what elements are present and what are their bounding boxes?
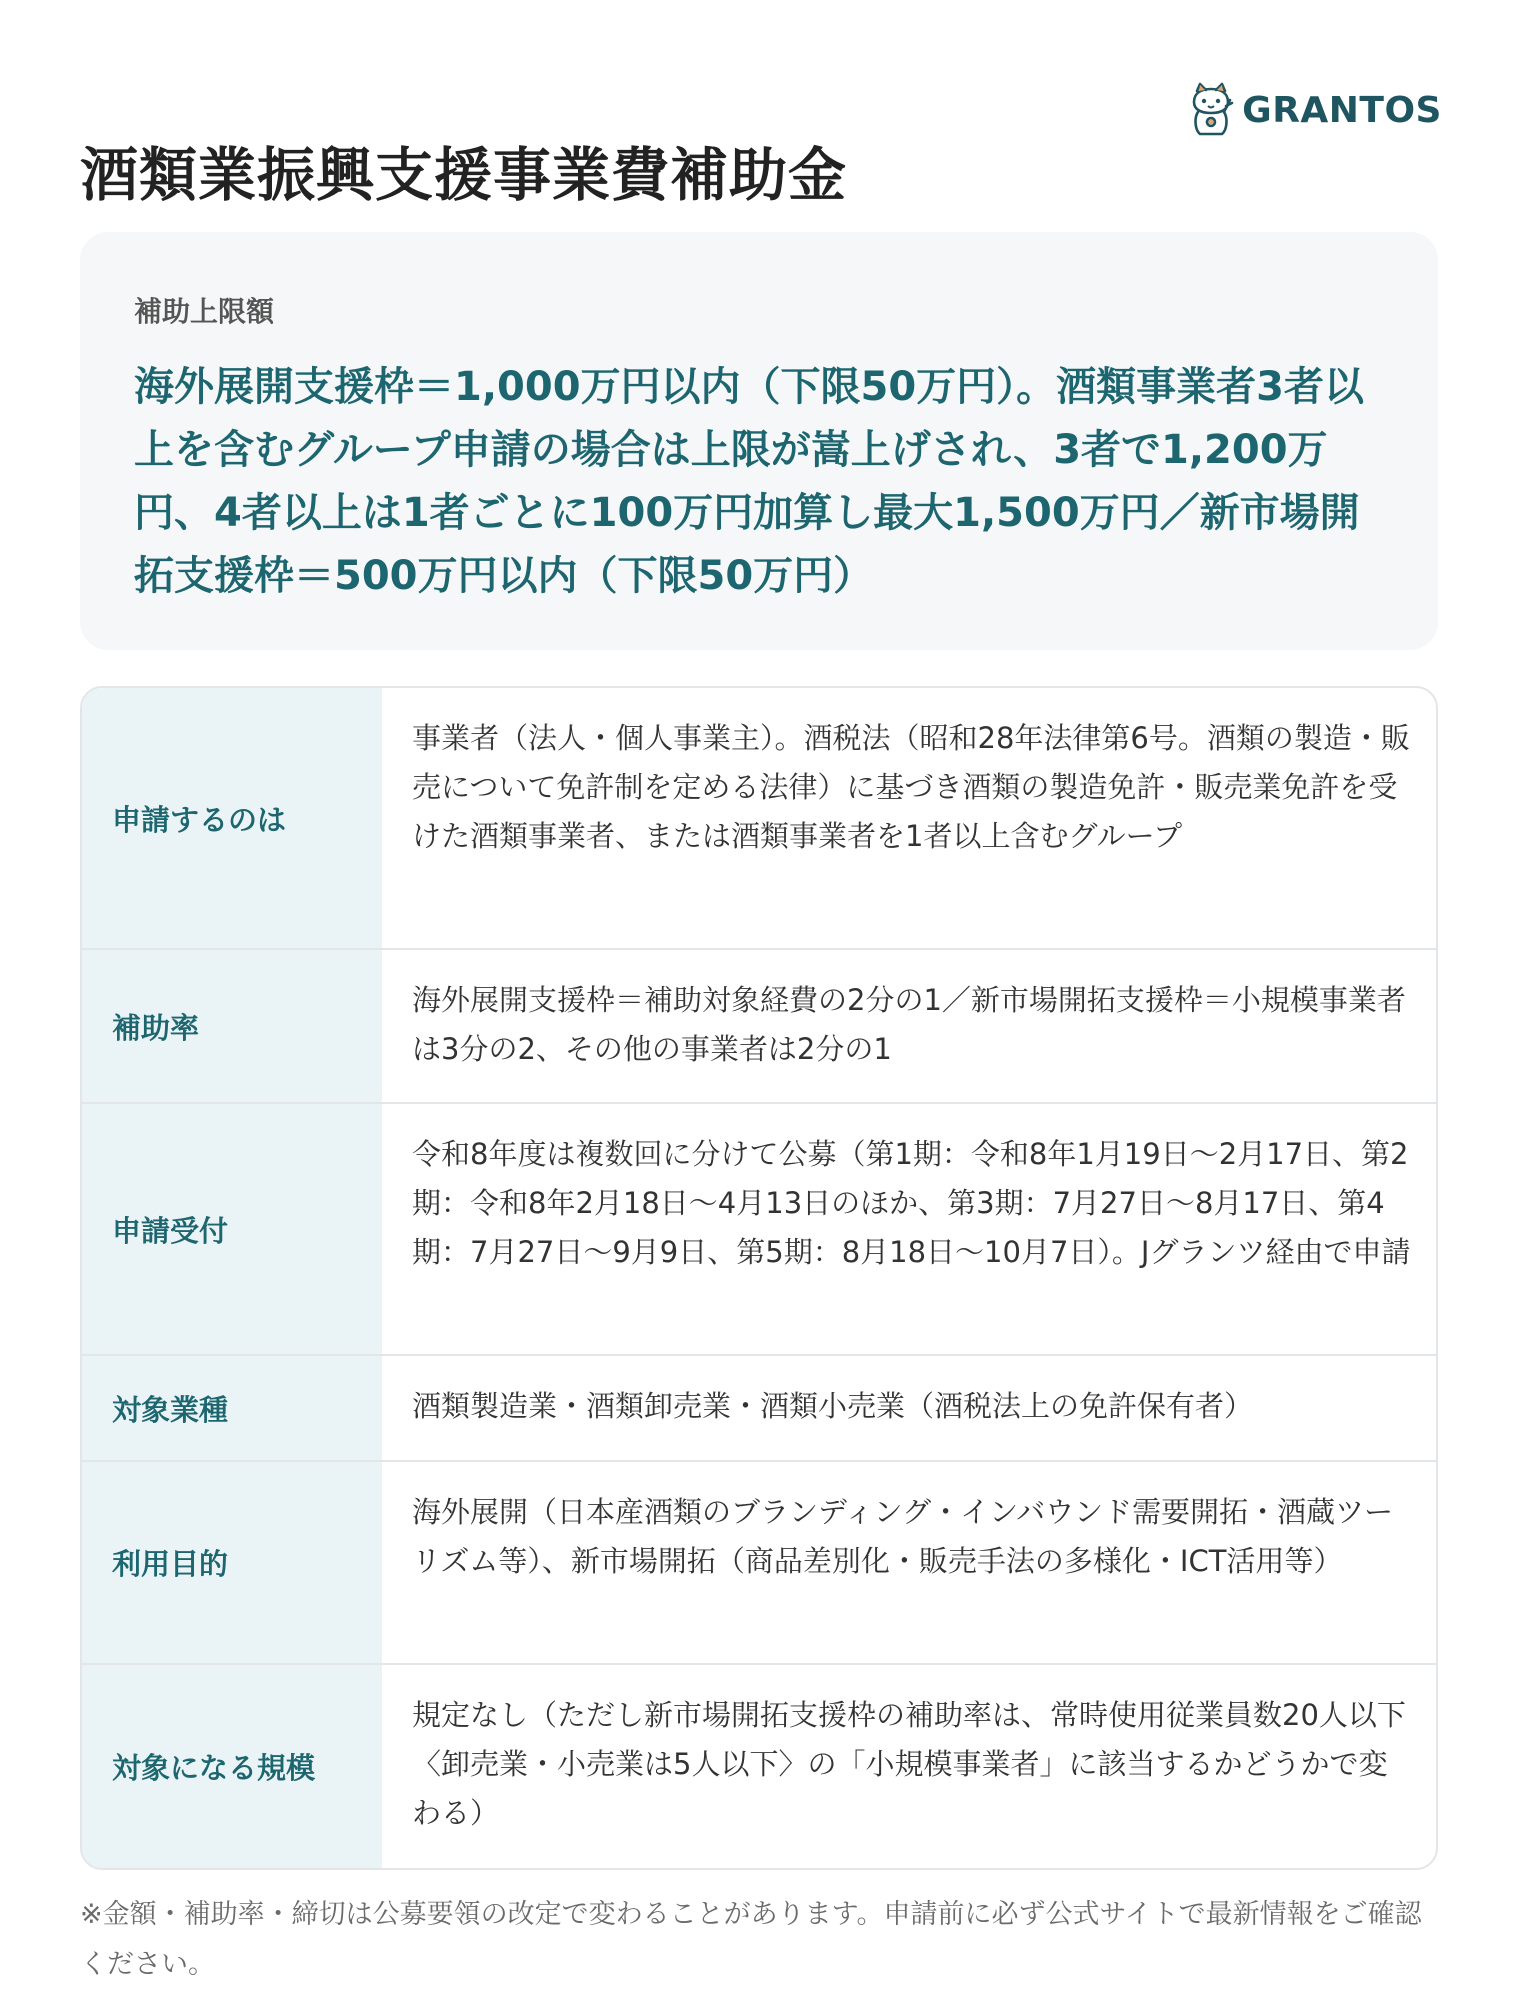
row-value: 酒類製造業・酒類卸売業・酒類小売業（酒税法上の免許保有者） bbox=[412, 1389, 1254, 1423]
subsidy-limit-value: 海外展開支援枠＝1,000万円以内（下限50万円）。酒類事業者3者以上を含むグループ申請の場合は上限が嵩上げされ、3者で1,200万円、4者以上は1者ごとに100万円加算し最大1,500万円／新市場開拓支援枠＝500万円以内（下限50万円） bbox=[134, 364, 1365, 599]
row-value: 事業者（法人・個人事業主）。酒税法（昭和28年法律第6号。酒類の製造・販売について免許制を定める法律）に基づき酒類の製造免許・販売業免許を受けた酒類事業者、または酒類事業者を1者以上含むグループ bbox=[412, 721, 1410, 853]
subsidy-limit-card bbox=[80, 232, 1438, 650]
table-row-purpose bbox=[82, 1460, 1436, 1663]
row-value: 規定なし（ただし新市場開拓支援枠の補助率は、常時使用従業員数20人以下〈卸売業・小売業は5人以下〉の「小規模事業者」に該当するかどうかで変わる） bbox=[412, 1698, 1406, 1830]
row-label: 利用目的 bbox=[82, 1462, 382, 1663]
table-row-company-size bbox=[82, 1663, 1436, 1868]
row-value: 令和8年度は複数回に分けて公募（第1期：令和8年1月19日〜2月17日、第2期：令和8年2月18日〜4月13日のほか、第3期：7月27日〜8月17日、第4期：7月27日〜9月9日、第5期：8月18日〜10月7日）。Jグランツ経由で申請 bbox=[412, 1137, 1411, 1269]
brand-logo bbox=[1188, 82, 1442, 138]
subsidy-info-table bbox=[80, 686, 1438, 1870]
table-row-subsidy-rate bbox=[82, 948, 1436, 1102]
table-row-applicant bbox=[82, 688, 1436, 948]
row-label: 対象業種 bbox=[82, 1356, 382, 1460]
brand-name: GRANTOS bbox=[1242, 89, 1442, 131]
row-label: 申請受付 bbox=[82, 1104, 382, 1354]
subsidy-limit-label: 補助上限額 bbox=[134, 295, 275, 328]
page-title: 酒類業振興支援事業費補助金 bbox=[80, 141, 848, 209]
row-value: 海外展開支援枠＝補助対象経費の2分の1／新市場開拓支援枠＝小規模事業者は3分の2、その他の事業者は2分の1 bbox=[412, 983, 1406, 1066]
row-label: 補助率 bbox=[82, 950, 382, 1102]
row-value: 海外展開（日本産酒類のブランディング・インバウンド需要開拓・酒蔵ツーリズム等）、新市場開拓（商品差別化・販売手法の多様化・ICT活用等） bbox=[412, 1495, 1394, 1578]
table-row-application-period bbox=[82, 1102, 1436, 1354]
table-row-industry bbox=[82, 1354, 1436, 1460]
row-label: 申請するのは bbox=[82, 688, 382, 948]
footnote: ※金額・補助率・締切は公募要領の改定で変わることがあります。申請前に必ず公式サイトで最新情報をご確認ください。 bbox=[80, 1899, 1422, 1980]
maneki-neko-cat-icon bbox=[1188, 82, 1234, 138]
row-label: 対象になる規模 bbox=[82, 1665, 382, 1868]
